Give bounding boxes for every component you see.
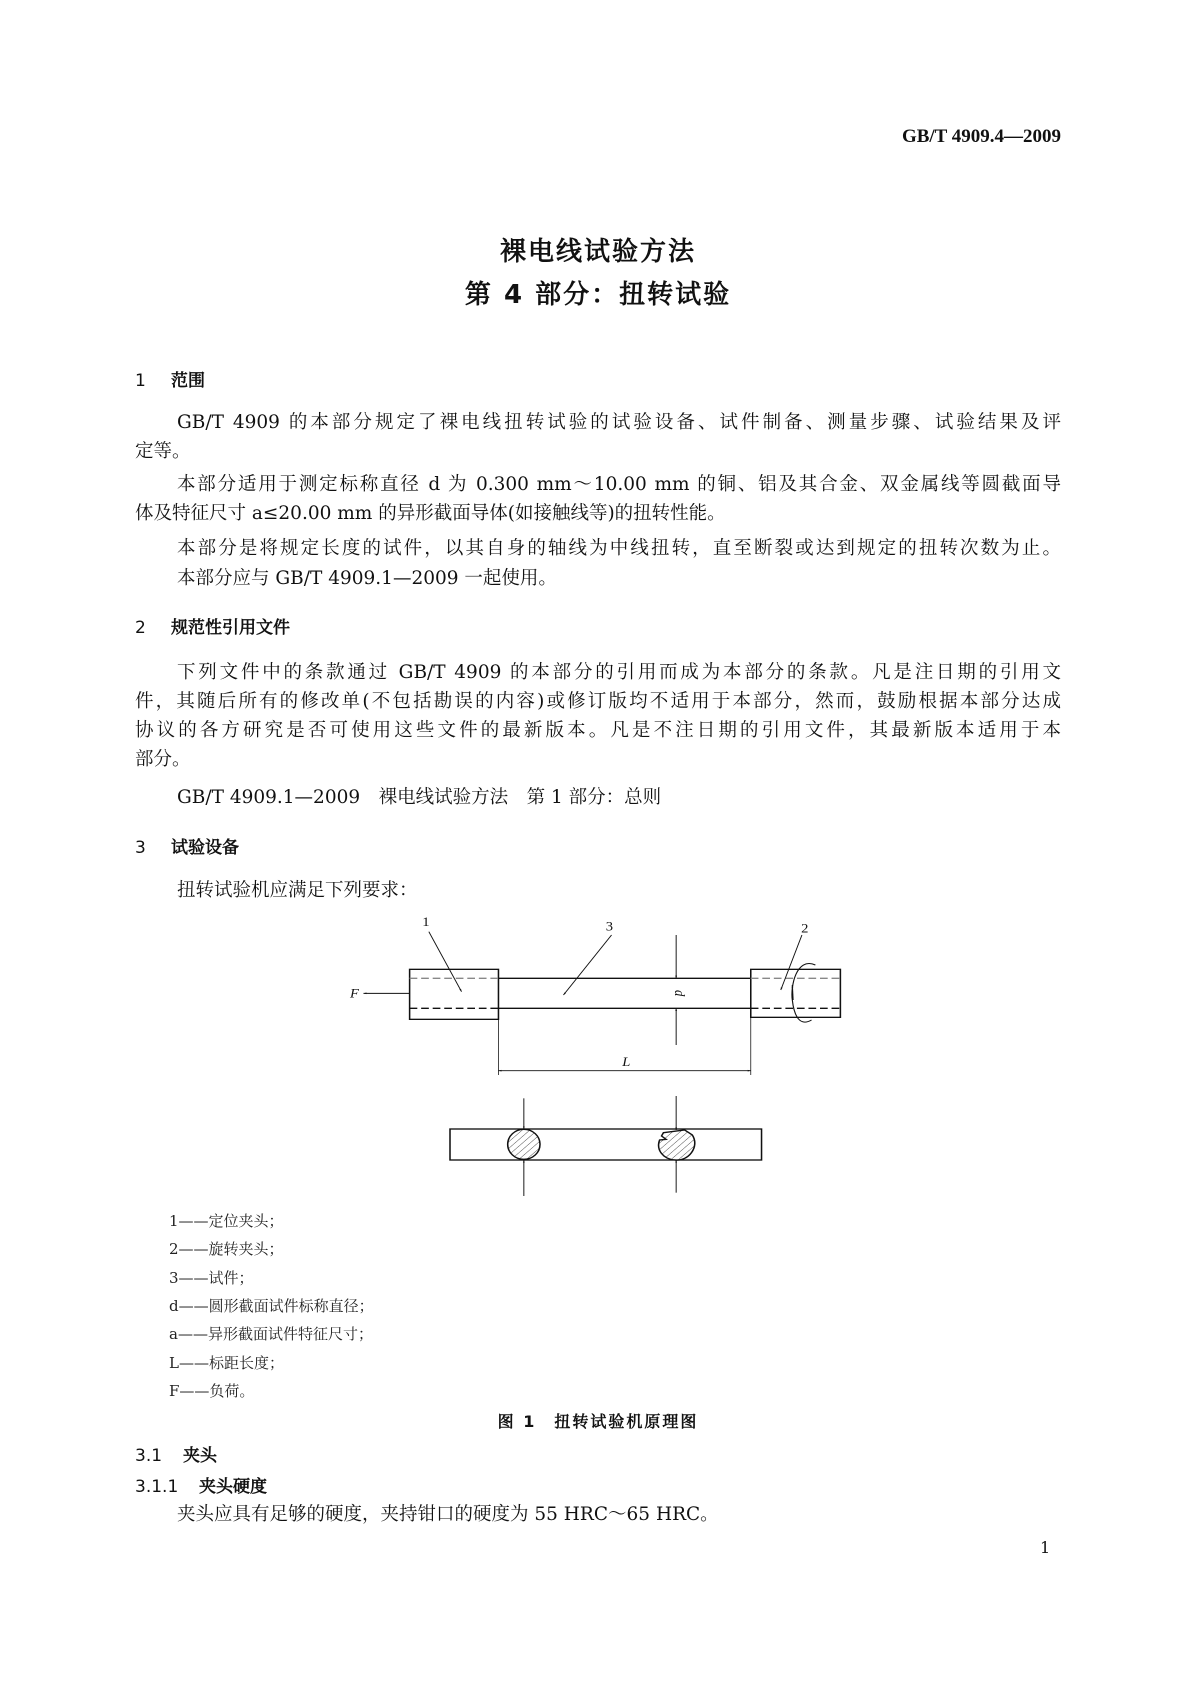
torsion-tester-diagram [300, 900, 900, 1220]
section-number: 2 [135, 618, 146, 638]
document-subtitle: 第 4 部分：扭转试验 [464, 280, 732, 310]
leader-1 [429, 932, 462, 992]
round-section [508, 1129, 540, 1159]
paragraph-line: 部分。 [135, 749, 191, 770]
legend-item: d——圆形截面试件标称直径； [169, 1297, 374, 1315]
section-title: 规范性引用文件 [171, 618, 290, 638]
document-title: 裸电线试验方法 [499, 237, 696, 267]
label-F: F [350, 986, 359, 1001]
cross-section-plate [450, 1129, 762, 1160]
paragraph-line: 定等。 [135, 441, 191, 462]
legend-item: L——标距长度； [169, 1354, 284, 1372]
label-3: 3 [605, 919, 614, 934]
paragraph-line: 件，其随后所有的修改单(不包括勘误的内容)或修订版均不适用于本部分，然而，鼓励根据本部分达成 [135, 691, 1061, 712]
shaped-section [659, 1130, 695, 1160]
legend-item: 2——旋转夹头； [169, 1240, 284, 1258]
normative-reference: GB/T 4909.1—2009 裸电线试验方法 第 1 部分：总则 [177, 787, 662, 808]
section-title: 范围 [171, 371, 205, 391]
label-2: 2 [801, 921, 809, 936]
paragraph-line: 夹头应具有足够的硬度，夹持钳口的硬度为 55 HRC～65 HRC。 [177, 1504, 719, 1525]
paragraph-line: 扭转试验机应满足下列要求： [177, 880, 418, 901]
section-number: 1 [135, 371, 146, 391]
label-1: 1 [422, 914, 430, 929]
section-heading-1 [135, 366, 205, 391]
rotation-arrow [792, 964, 815, 1023]
legend-item: 3——试件； [169, 1269, 254, 1287]
paragraph-line: 体及特征尺寸 a≤20.00 mm 的异形截面导体(如接触线等)的扭转性能。 [135, 503, 726, 524]
legend-item: F——负荷。 [169, 1382, 255, 1400]
section-heading-2 [135, 613, 290, 638]
section-number: 3.1.1 [135, 1477, 179, 1497]
paragraph-line: GB/T 4909 的本部分规定了裸电线扭转试验的试验设备、试件制备、测量步骤、试验结果及评 [177, 412, 1061, 433]
fixed-chuck [410, 969, 499, 1019]
legend-item: 1——定位夹头； [169, 1212, 284, 1230]
leader-3 [563, 935, 611, 995]
paragraph-line: 协议的各方研究是否可使用这些文件的最新版本。凡是不注日期的引用文件，其最新版本适用于本 [135, 720, 1061, 741]
section-heading-3 [135, 833, 239, 858]
document-number: GB/T 4909.4—2009 [901, 126, 1061, 147]
paragraph-line: 本部分适用于测定标称直径 d 为 0.300 mm～10.00 mm 的铜、铝及其合金、双金属线等圆截面导 [177, 474, 1061, 495]
label-L: L [622, 1054, 631, 1069]
section-title: 夹头硬度 [199, 1477, 267, 1497]
page-number: 1 [1040, 1538, 1051, 1557]
leader-2 [781, 935, 802, 990]
legend-item: a——异形截面试件特征尺寸； [169, 1325, 373, 1343]
paragraph-line: 本部分应与 GB/T 4909.1—2009 一起使用。 [177, 568, 557, 589]
section-number: 3.1 [135, 1446, 163, 1466]
section-title: 夹头 [183, 1446, 217, 1466]
paragraph-line: 本部分是将规定长度的试件，以其自身的轴线为中线扭转，直至断裂或达到规定的扭转次数为止。 [177, 538, 1061, 559]
section-number: 3 [135, 838, 146, 858]
figure-caption: 图 1 扭转试验机原理图 [497, 1412, 699, 1431]
section-heading-3-1 [135, 1441, 217, 1466]
label-d: d [671, 990, 688, 997]
section-heading-3-1-1 [135, 1472, 267, 1497]
paragraph-line: 下列文件中的条款通过 GB/T 4909 的本部分的引用而成为本部分的条款。凡是注日期的引用文 [177, 662, 1061, 683]
section-title: 试验设备 [171, 838, 239, 858]
